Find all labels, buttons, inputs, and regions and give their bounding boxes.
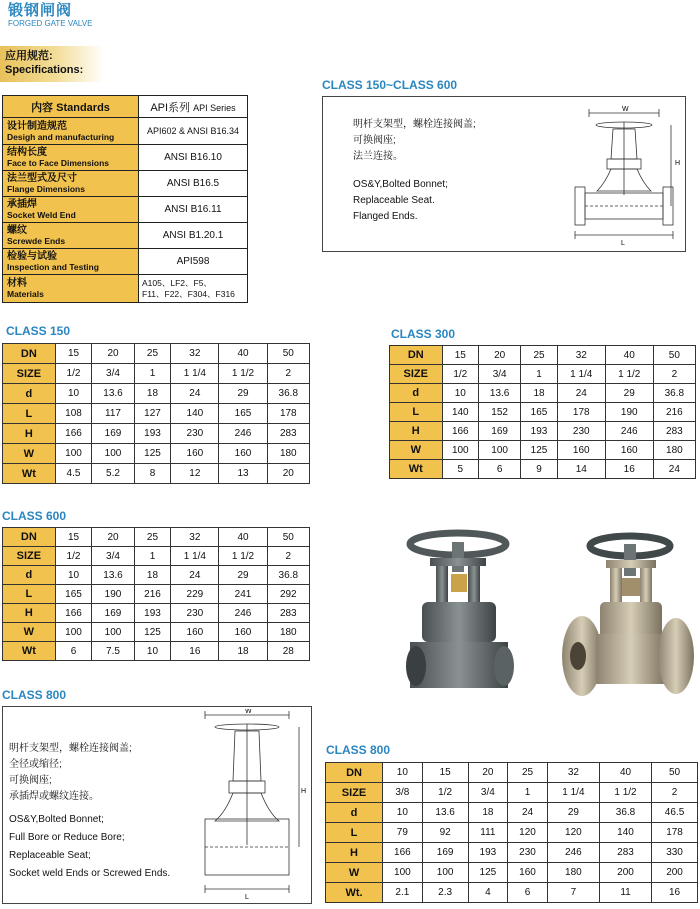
- row-label: Wt: [390, 460, 443, 479]
- dim-h-label: H: [301, 788, 307, 795]
- table-cell: 4.5: [55, 464, 92, 484]
- table-cell: 1/2: [422, 783, 468, 803]
- title-zh: 锻钢闸阀: [8, 2, 73, 19]
- table-cell: 6: [479, 460, 521, 479]
- table-row: [3, 464, 310, 484]
- table-cell: 180: [267, 623, 309, 642]
- table-cell: 15: [55, 528, 92, 547]
- table-cell: 190: [92, 585, 134, 604]
- table-row: [390, 346, 696, 365]
- table-cell: 50: [652, 763, 698, 783]
- table-row: [326, 823, 698, 843]
- table-cell: 178: [267, 404, 309, 424]
- specifications-label-zh: 应用规范:: [5, 50, 53, 62]
- class800-table: [325, 762, 698, 903]
- table-cell: 9: [521, 460, 558, 479]
- table-cell: 100: [55, 623, 92, 642]
- drawing-top-text-en: OS&Y,Bolted Bonnet; Replaceable Seat. Flanged Ends.: [353, 179, 448, 222]
- table-cell: 1 1/4: [171, 364, 219, 384]
- table-cell: 40: [219, 344, 267, 364]
- table-cell: 5.2: [92, 464, 134, 484]
- table-cell: 216: [653, 403, 695, 422]
- table-cell: 13.6: [479, 384, 521, 403]
- table-cell: 8: [134, 464, 171, 484]
- row-label: Wt: [3, 464, 56, 484]
- table-cell: 13.6: [422, 803, 468, 823]
- table-cell: 125: [134, 623, 171, 642]
- table-cell: 50: [653, 346, 695, 365]
- table-row: [326, 803, 698, 823]
- row-label: H: [390, 422, 443, 441]
- dim-w-label: W: [245, 709, 252, 715]
- table-cell: 283: [267, 424, 309, 444]
- standards-row: 检验与试验 Inspection and Testing API598: [3, 249, 248, 275]
- table-cell: 100: [92, 623, 134, 642]
- table-cell: 10: [383, 803, 423, 823]
- table-cell: 25: [521, 346, 558, 365]
- table-cell: 32: [547, 763, 599, 783]
- table-row: [3, 424, 310, 444]
- table-cell: 13.6: [92, 384, 134, 404]
- table-cell: 193: [134, 604, 171, 623]
- row-label: SIZE: [390, 365, 443, 384]
- table-cell: 180: [653, 441, 695, 460]
- table-cell: 193: [134, 424, 171, 444]
- table-cell: 166: [383, 843, 423, 863]
- drawing-bottom-heading: CLASS 800: [2, 688, 67, 702]
- table-cell: 1 1/4: [557, 365, 605, 384]
- table-cell: 330: [652, 843, 698, 863]
- table-cell: 10: [134, 642, 171, 661]
- table-cell: 29: [547, 803, 599, 823]
- row-label: L: [390, 403, 443, 422]
- table-row: [3, 404, 310, 424]
- table-cell: 2: [267, 547, 309, 566]
- row-label: W: [3, 444, 56, 464]
- table-cell: 160: [605, 441, 653, 460]
- drawing-bottom-text-en: OS&Y,Bolted Bonnet; Full Bore or Reduce Bore; Replaceable Seat; Socket weld Ends or Screwed Ends.: [9, 814, 171, 879]
- table-cell: 14: [557, 460, 605, 479]
- table-cell: 292: [267, 585, 309, 604]
- row-label: SIZE: [3, 364, 56, 384]
- table-cell: 29: [605, 384, 653, 403]
- row-label: Wt: [3, 642, 56, 661]
- table-cell: 3/4: [92, 364, 134, 384]
- table-cell: 241: [219, 585, 267, 604]
- table-cell: 1: [134, 364, 171, 384]
- table-cell: 32: [171, 528, 219, 547]
- standards-row: 法兰型式及尺寸 Flange Dimensions ANSI B16.5: [3, 171, 248, 197]
- table-cell: 29: [219, 566, 267, 585]
- table-cell: 193: [521, 422, 558, 441]
- table-cell: 100: [442, 441, 479, 460]
- table-row: [390, 441, 696, 460]
- table-cell: 3/4: [92, 547, 134, 566]
- table-cell: 6: [508, 883, 548, 903]
- class300-heading: CLASS 300: [391, 327, 456, 341]
- table-cell: 32: [171, 344, 219, 364]
- table-cell: 229: [171, 585, 219, 604]
- row-label: Wt.: [326, 883, 383, 903]
- row-label: DN: [326, 763, 383, 783]
- table-cell: 1: [508, 783, 548, 803]
- table-cell: 5: [442, 460, 479, 479]
- table-cell: 20: [267, 464, 309, 484]
- table-cell: 160: [508, 863, 548, 883]
- row-label: DN: [3, 344, 56, 364]
- table-cell: 1 1/2: [219, 364, 267, 384]
- table-row: [3, 642, 310, 661]
- socket-weld-valve-drawing: [199, 709, 309, 901]
- drawing-top-box: [322, 96, 686, 252]
- table-cell: 100: [422, 863, 468, 883]
- table-cell: 20: [92, 528, 134, 547]
- table-cell: 18: [134, 384, 171, 404]
- table-cell: 15: [422, 763, 468, 783]
- table-cell: 190: [605, 403, 653, 422]
- table-cell: 246: [219, 424, 267, 444]
- table-row: [390, 365, 696, 384]
- table-cell: 1 1/2: [605, 365, 653, 384]
- table-cell: 7.5: [92, 642, 134, 661]
- table-cell: 36.8: [267, 384, 309, 404]
- table-cell: 6: [55, 642, 92, 661]
- table-row: [3, 344, 310, 364]
- drawing-top-text-zh: 明杆支架型，螺栓连接阀盖; 可换阀座; 法兰连接。: [353, 119, 476, 162]
- table-cell: 165: [219, 404, 267, 424]
- row-label: SIZE: [3, 547, 56, 566]
- table-cell: 50: [267, 528, 309, 547]
- row-label: d: [3, 384, 56, 404]
- table-cell: 28: [267, 642, 309, 661]
- table-cell: 160: [219, 444, 267, 464]
- standards-row: 结构长度 Face to Face Dimensions ANSI B16.10: [3, 145, 248, 171]
- standards-header-key: 内容 Standards: [3, 96, 139, 118]
- table-row: [326, 763, 698, 783]
- table-row: [390, 403, 696, 422]
- specifications-label: [0, 46, 104, 82]
- table-row: [3, 547, 310, 566]
- table-cell: 4: [468, 883, 508, 903]
- drawing-top-heading: CLASS 150~CLASS 600: [322, 78, 458, 92]
- table-cell: 46.5: [652, 803, 698, 823]
- table-row: [3, 585, 310, 604]
- table-cell: 29: [219, 384, 267, 404]
- table-cell: 2: [267, 364, 309, 384]
- table-row: [3, 384, 310, 404]
- page-header: [8, 2, 92, 29]
- table-cell: 24: [653, 460, 695, 479]
- row-label: L: [3, 585, 56, 604]
- title-en: FORGED GATE VALVE: [8, 19, 93, 28]
- table-cell: 165: [521, 403, 558, 422]
- table-cell: 100: [383, 863, 423, 883]
- table-cell: 283: [599, 843, 651, 863]
- table-cell: 125: [468, 863, 508, 883]
- table-cell: 120: [547, 823, 599, 843]
- row-label: DN: [3, 528, 56, 547]
- table-cell: 79: [383, 823, 423, 843]
- table-cell: 24: [171, 566, 219, 585]
- table-row: [326, 883, 698, 903]
- table-cell: 18: [468, 803, 508, 823]
- table-cell: 246: [605, 422, 653, 441]
- table-cell: 13.6: [92, 566, 134, 585]
- row-label: H: [326, 843, 383, 863]
- table-row: [390, 422, 696, 441]
- specifications-label-en: Specifications:: [5, 64, 84, 76]
- row-label: SIZE: [326, 783, 383, 803]
- table-cell: 160: [171, 444, 219, 464]
- table-cell: 1/2: [55, 364, 92, 384]
- table-cell: 24: [171, 384, 219, 404]
- table-cell: 216: [134, 585, 171, 604]
- table-cell: 13: [219, 464, 267, 484]
- standards-table: [2, 95, 248, 303]
- standards-row: 设计制造规范 Desigh and manufacturing API602 & ANSI B16.34: [3, 118, 248, 145]
- table-cell: 25: [134, 528, 171, 547]
- table-cell: 2: [653, 365, 695, 384]
- table-cell: 10: [383, 763, 423, 783]
- table-cell: 40: [219, 528, 267, 547]
- table-row: [3, 566, 310, 585]
- table-cell: 193: [468, 843, 508, 863]
- table-cell: 108: [55, 404, 92, 424]
- table-cell: 111: [468, 823, 508, 843]
- table-cell: 140: [442, 403, 479, 422]
- table-cell: 230: [171, 604, 219, 623]
- table-cell: 169: [92, 424, 134, 444]
- table-cell: 230: [508, 843, 548, 863]
- row-label: DN: [390, 346, 443, 365]
- table-row: [3, 623, 310, 642]
- table-cell: 1: [521, 365, 558, 384]
- dim-l-label: L: [245, 894, 249, 901]
- table-cell: 10: [442, 384, 479, 403]
- table-cell: 1 1/4: [547, 783, 599, 803]
- table-cell: 10: [55, 566, 92, 585]
- table-cell: 36.8: [653, 384, 695, 403]
- table-cell: 246: [547, 843, 599, 863]
- table-cell: 16: [605, 460, 653, 479]
- table-cell: 16: [652, 883, 698, 903]
- table-cell: 92: [422, 823, 468, 843]
- table-cell: 100: [479, 441, 521, 460]
- row-label: d: [326, 803, 383, 823]
- table-cell: 117: [92, 404, 134, 424]
- table-cell: 3/4: [479, 365, 521, 384]
- table-cell: 20: [479, 346, 521, 365]
- table-cell: 283: [653, 422, 695, 441]
- table-cell: 169: [479, 422, 521, 441]
- standards-row: 材料 Materials A105、LF2、F5、 F11、F22、F304、F316: [3, 275, 248, 303]
- table-cell: 180: [547, 863, 599, 883]
- class600-heading: CLASS 600: [2, 509, 67, 523]
- table-cell: 11: [599, 883, 651, 903]
- flanged-gate-valve-drawing: [567, 103, 683, 249]
- table-cell: 20: [92, 344, 134, 364]
- table-cell: 160: [557, 441, 605, 460]
- standards-row: 承插焊 Socket Weld End ANSI B16.11: [3, 197, 248, 223]
- table-cell: 140: [599, 823, 651, 843]
- table-cell: 40: [605, 346, 653, 365]
- table-row: [326, 843, 698, 863]
- table-cell: 166: [55, 424, 92, 444]
- table-row: [390, 384, 696, 403]
- table-cell: 125: [134, 444, 171, 464]
- row-label: d: [390, 384, 443, 403]
- table-row: [3, 528, 310, 547]
- table-cell: 32: [557, 346, 605, 365]
- row-label: W: [390, 441, 443, 460]
- table-cell: 140: [171, 404, 219, 424]
- flanged-valve-photo: [556, 524, 700, 706]
- table-cell: 169: [92, 604, 134, 623]
- table-cell: 20: [468, 763, 508, 783]
- table-cell: 7: [547, 883, 599, 903]
- standards-header-value: API系列 API Series: [139, 96, 248, 118]
- dim-w-label: W: [622, 106, 629, 113]
- table-cell: 1 1/2: [599, 783, 651, 803]
- row-label: H: [3, 424, 56, 444]
- table-row: [326, 863, 698, 883]
- standards-row: 螺纹 Screwde Ends ANSI B1.20.1: [3, 223, 248, 249]
- row-label: H: [3, 604, 56, 623]
- table-row: [3, 364, 310, 384]
- table-cell: 160: [171, 623, 219, 642]
- table-cell: 120: [508, 823, 548, 843]
- drawing-bottom-box: [2, 706, 312, 904]
- dim-h-label: H: [675, 160, 681, 167]
- table-cell: 160: [219, 623, 267, 642]
- table-row: [3, 604, 310, 623]
- table-cell: 100: [55, 444, 92, 464]
- table-cell: 230: [171, 424, 219, 444]
- table-cell: 127: [134, 404, 171, 424]
- table-cell: 246: [219, 604, 267, 623]
- table-cell: 200: [652, 863, 698, 883]
- table-cell: 18: [134, 566, 171, 585]
- row-label: W: [326, 863, 383, 883]
- table-cell: 166: [55, 604, 92, 623]
- table-cell: 152: [479, 403, 521, 422]
- table-cell: 200: [599, 863, 651, 883]
- table-cell: 180: [267, 444, 309, 464]
- table-row: [3, 444, 310, 464]
- row-label: d: [3, 566, 56, 585]
- table-cell: 12: [171, 464, 219, 484]
- table-cell: 1 1/4: [171, 547, 219, 566]
- table-cell: 169: [422, 843, 468, 863]
- table-cell: 24: [557, 384, 605, 403]
- table-cell: 1/2: [55, 547, 92, 566]
- table-cell: 15: [442, 346, 479, 365]
- table-cell: 1/2: [442, 365, 479, 384]
- table-cell: 15: [55, 344, 92, 364]
- class150-table: [2, 343, 310, 484]
- table-cell: 16: [171, 642, 219, 661]
- table-cell: 166: [442, 422, 479, 441]
- table-cell: 125: [521, 441, 558, 460]
- table-cell: 165: [55, 585, 92, 604]
- table-row: [326, 783, 698, 803]
- table-cell: 3/4: [468, 783, 508, 803]
- table-cell: 18: [219, 642, 267, 661]
- table-cell: 50: [267, 344, 309, 364]
- table-cell: 3/8: [383, 783, 423, 803]
- class300-table: [389, 345, 696, 479]
- socket-weld-valve-photo: [396, 520, 536, 698]
- table-cell: 24: [508, 803, 548, 823]
- dim-l-label: L: [621, 240, 625, 247]
- class800-heading: CLASS 800: [326, 743, 391, 757]
- row-label: L: [326, 823, 383, 843]
- drawing-bottom-text-zh: 明杆支架型，螺栓连接阀盖; 全径或缩径; 可换阀座; 承插焊或螺纹连接。: [9, 743, 132, 802]
- table-row: [390, 460, 696, 479]
- table-cell: 2.1: [383, 883, 423, 903]
- row-label: L: [3, 404, 56, 424]
- table-cell: 178: [652, 823, 698, 843]
- table-cell: 25: [508, 763, 548, 783]
- row-label: W: [3, 623, 56, 642]
- table-cell: 10: [55, 384, 92, 404]
- table-cell: 40: [599, 763, 651, 783]
- table-cell: 36.8: [599, 803, 651, 823]
- table-cell: 1 1/2: [219, 547, 267, 566]
- table-cell: 2.3: [422, 883, 468, 903]
- table-cell: 18: [521, 384, 558, 403]
- table-cell: 178: [557, 403, 605, 422]
- table-cell: 25: [134, 344, 171, 364]
- table-cell: 1: [134, 547, 171, 566]
- table-cell: 230: [557, 422, 605, 441]
- table-cell: 36.8: [267, 566, 309, 585]
- class600-table: [2, 527, 310, 661]
- table-cell: 2: [652, 783, 698, 803]
- table-cell: 100: [92, 444, 134, 464]
- class150-heading: CLASS 150: [6, 324, 71, 338]
- table-cell: 283: [267, 604, 309, 623]
